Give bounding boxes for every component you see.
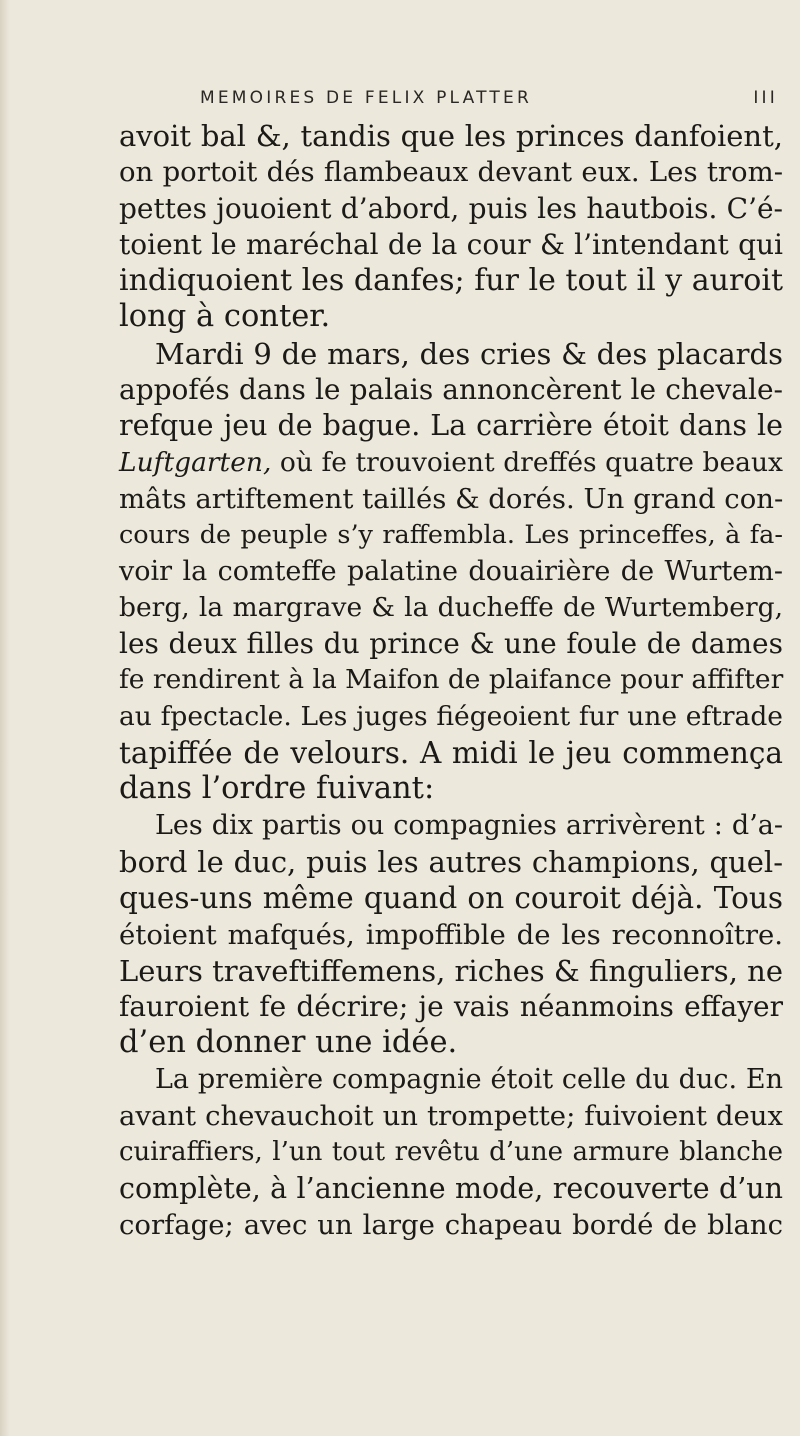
text-line: mâts artiftement taillés & dorés. Un grand con- — [119, 482, 784, 515]
text-line: étoient mafqués, impoffible de les reconnoître. — [119, 918, 783, 951]
text-line: pettes jouoient d’abord, puis les hautbois. C’é- — [119, 191, 783, 225]
text-line: voir la comteffe palatine douairière de Wurtem- — [119, 555, 783, 587]
text-line: dans l’ordre fuivant: — [119, 771, 435, 807]
text-line: toient le maréchal de la cour & l’intendant qui — [119, 227, 783, 261]
text-line: berg, la margrave & la ducheffe de Wurtemberg, — [119, 591, 783, 623]
text-line: avoit bal &, tandis que les princes danfoient, — [119, 119, 783, 153]
text-line: indiquoient les danfes; fur le tout il y auroit — [119, 263, 783, 299]
text-line: les deux filles du prince & une foule de dames — [119, 627, 783, 661]
text-line: corfage; avec un large chapeau bordé de blanc — [119, 1208, 783, 1241]
text-line: complète, à l’ancienne mode, recouverte d’un — [119, 1171, 783, 1205]
paragraph-start-line: Mardi 9 de mars, des cries & des placards — [155, 336, 783, 371]
text-line: ques-uns même quand on couroit déjà. Tous — [119, 881, 783, 916]
text-line: avant chevauchoit un trompette; fuivoient deux — [119, 1100, 783, 1133]
text-line: au fpectacle. Les juges fiégeoient fur une eftrade — [119, 700, 783, 732]
text-line: cuiraffiers, l’un tout revêtu d’une armure blanche — [119, 1137, 783, 1168]
text-line-rest: où fe trouvoient dreffés quatre beaux — [279, 446, 783, 478]
text-line: cours de peuple s’y raffembla. Les princeffes, à fa- — [119, 520, 783, 551]
running-head — [200, 88, 790, 112]
text-line: appofés dans le palais annoncèrent le chevale- — [119, 373, 783, 407]
text-line: long à conter. — [119, 299, 331, 335]
gutter-shadow — [0, 0, 10, 1436]
text-line: fe rendirent à la Maifon de plaifance pour affifter — [119, 664, 784, 696]
text-line: tapiffée de velours. A midi le jeu commença — [119, 736, 783, 771]
text-line: on portoit dés flambeaux devant eux. Les trom- — [119, 156, 783, 189]
text-line: fauroient fe décrire; je vais néanmoins effayer — [119, 990, 783, 1024]
paragraph-start-line: Les dix partis ou compagnies arrivèrent : d’a- — [155, 809, 783, 841]
text-line: bord le duc, puis les autres champions, quel- — [119, 844, 783, 879]
text-line-with-italic — [119, 445, 783, 481]
running-title: MEMOIRES DE FELIX PLATTER — [200, 88, 532, 108]
page-number: III — [753, 88, 778, 108]
paragraph-start-line: La première compagnie étoit celle du duc. En — [155, 1063, 783, 1095]
text-line: d’en donner une idée. — [119, 1025, 458, 1061]
italic-place-name: Luftgarten, — [119, 446, 272, 478]
body-text — [119, 118, 783, 1243]
text-line: refque jeu de bague. La carrière étoit dans le — [119, 409, 783, 443]
text-line: Leurs traveftiffemens, riches & finguliers, ne — [119, 953, 783, 988]
